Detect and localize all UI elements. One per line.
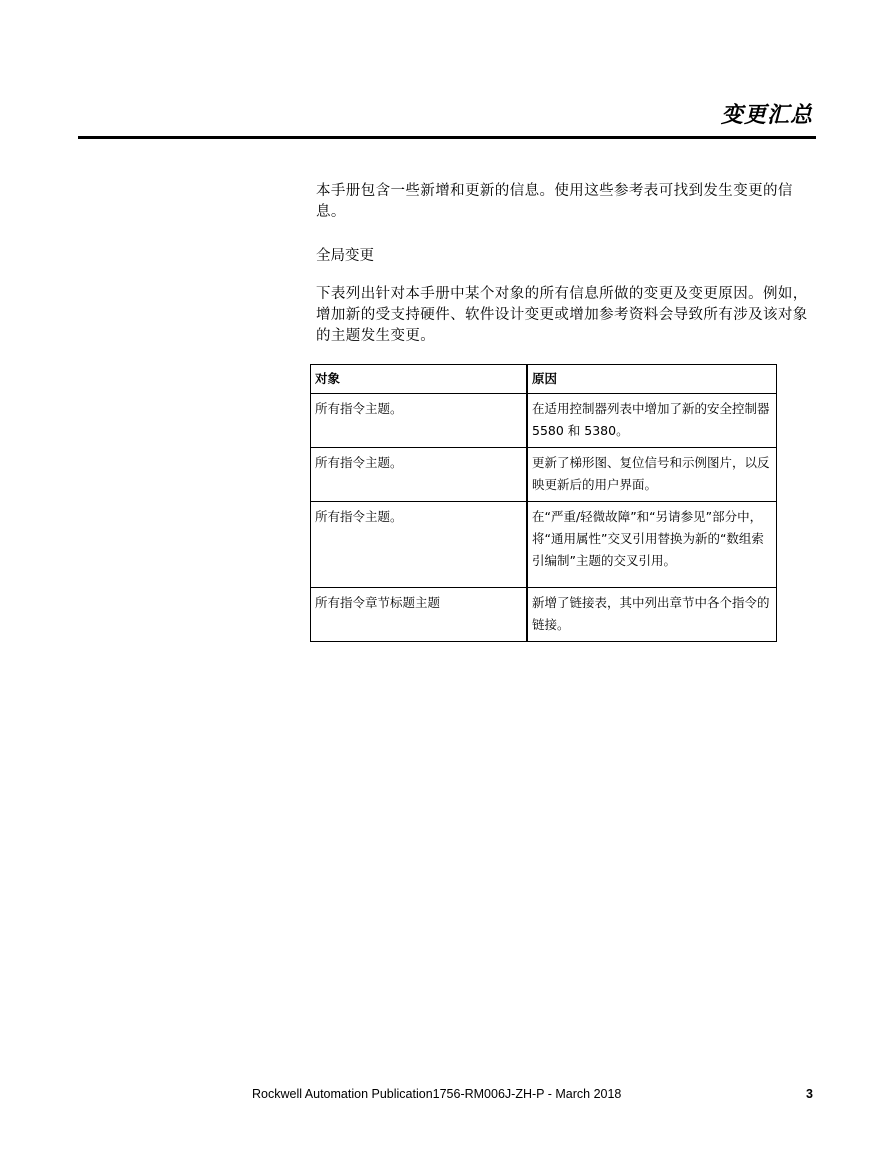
section-heading: 全局变更 bbox=[316, 248, 374, 264]
table-row bbox=[311, 502, 777, 588]
title-rule bbox=[78, 136, 816, 139]
table-cell-reason: 在适用控制器列表中增加了新的安全控制器 5580 和 5380。 bbox=[527, 394, 777, 448]
table-cell-object: 所有指令主题。 bbox=[311, 394, 528, 448]
table-cell-reason: 新增了链接表，其中列出章节中各个指令的链接。 bbox=[527, 588, 777, 642]
changes-table bbox=[310, 364, 777, 642]
table-cell-reason: 在“严重/轻微故障”和“另请参见”部分中，将“通用属性”交叉引用替换为新的“数组索引编制”主题的交叉引用。 bbox=[527, 502, 777, 588]
table-row bbox=[311, 394, 777, 448]
table-cell-object: 所有指令章节标题主题 bbox=[311, 588, 528, 642]
table-cell-reason: 更新了梯形图、复位信号和示例图片，以反映更新后的用户界面。 bbox=[527, 448, 777, 502]
column-header-reason: 原因 bbox=[527, 365, 777, 394]
table-header-row bbox=[311, 365, 777, 394]
column-header-object: 对象 bbox=[311, 365, 528, 394]
intro-paragraph: 本手册包含一些新增和更新的信息。使用这些参考表可找到发生变更的信息。 bbox=[316, 183, 793, 220]
page-number: 3 bbox=[806, 1087, 813, 1101]
table-cell-object: 所有指令主题。 bbox=[311, 502, 528, 588]
table-row bbox=[311, 588, 777, 642]
page-title: 变更汇总 bbox=[720, 103, 813, 128]
table-row bbox=[311, 448, 777, 502]
section-description: 下表列出针对本手册中某个对象的所有信息所做的变更及变更原因。例如，增加新的受支持硬件、软件设计变更或增加参考资料会导致所有涉及该对象的主题发生变更。 bbox=[316, 286, 808, 344]
footer-publication: Rockwell Automation Publication1756-RM006J-ZH-P - March 2018 bbox=[252, 1087, 622, 1101]
table-cell-object: 所有指令主题。 bbox=[311, 448, 528, 502]
